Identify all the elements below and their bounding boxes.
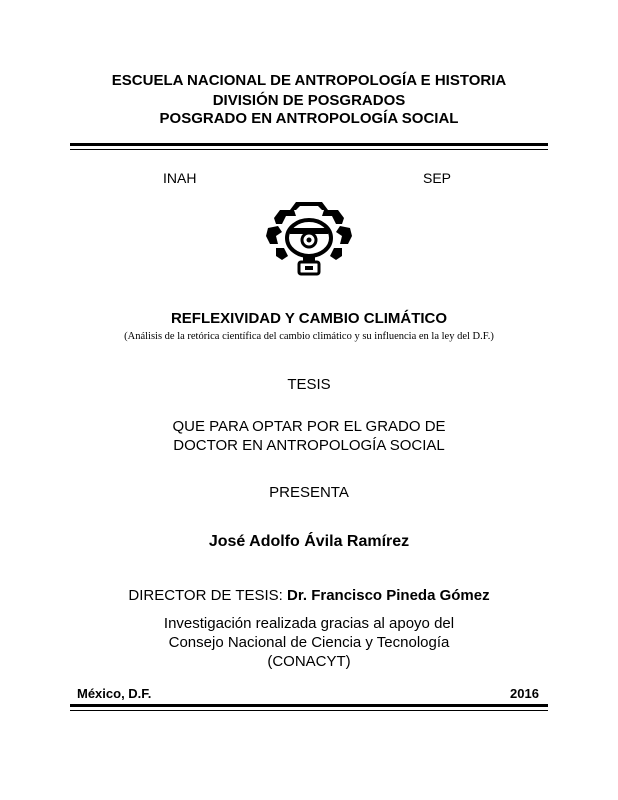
header-line-school: ESCUELA NACIONAL DE ANTROPOLOGÍA E HISTORIA — [111, 72, 507, 89]
institution-inah: INAH — [163, 170, 197, 186]
footer-rule-thin — [70, 710, 548, 711]
director-line — [0, 586, 618, 606]
thesis-type: TESIS — [287, 376, 331, 393]
header-rule-thick — [70, 143, 548, 146]
footer-year: 2016 — [510, 686, 539, 701]
director-label: DIRECTOR DE TESIS: — [128, 587, 283, 604]
presents-label: PRESENTA — [269, 484, 349, 501]
funding-line3: (CONACYT) — [267, 653, 351, 670]
thesis-subtitle: (Análisis de la retórica científica del cambio climático y su influencia en la ley del D.F.) — [124, 331, 494, 342]
institution-sep: SEP — [423, 170, 452, 186]
thesis-title: REFLEXIVIDAD Y CAMBIO CLIMÁTICO — [170, 310, 448, 327]
enah-glyph-icon — [266, 198, 352, 278]
header-rule-thin — [70, 149, 548, 150]
degree-purpose-line2: DOCTOR EN ANTROPOLOGÍA SOCIAL — [173, 437, 445, 454]
footer-rule-thick — [70, 704, 548, 707]
funding-line2: Consejo Nacional de Ciencia y Tecnología — [168, 634, 450, 651]
header-line-division: DIVISIÓN DE POSGRADOS — [212, 92, 406, 109]
director-name: Dr. Francisco Pineda Gómez — [287, 587, 490, 604]
author-name: José Adolfo Ávila Ramírez — [208, 533, 410, 550]
funding-line1: Investigación realizada gracias al apoyo del — [163, 615, 455, 632]
header-line-program: POSGRADO EN ANTROPOLOGÍA SOCIAL — [159, 110, 459, 127]
footer-place: México, D.F. — [77, 686, 152, 701]
degree-purpose-line1: QUE PARA OPTAR POR EL GRADO DE — [172, 418, 446, 435]
